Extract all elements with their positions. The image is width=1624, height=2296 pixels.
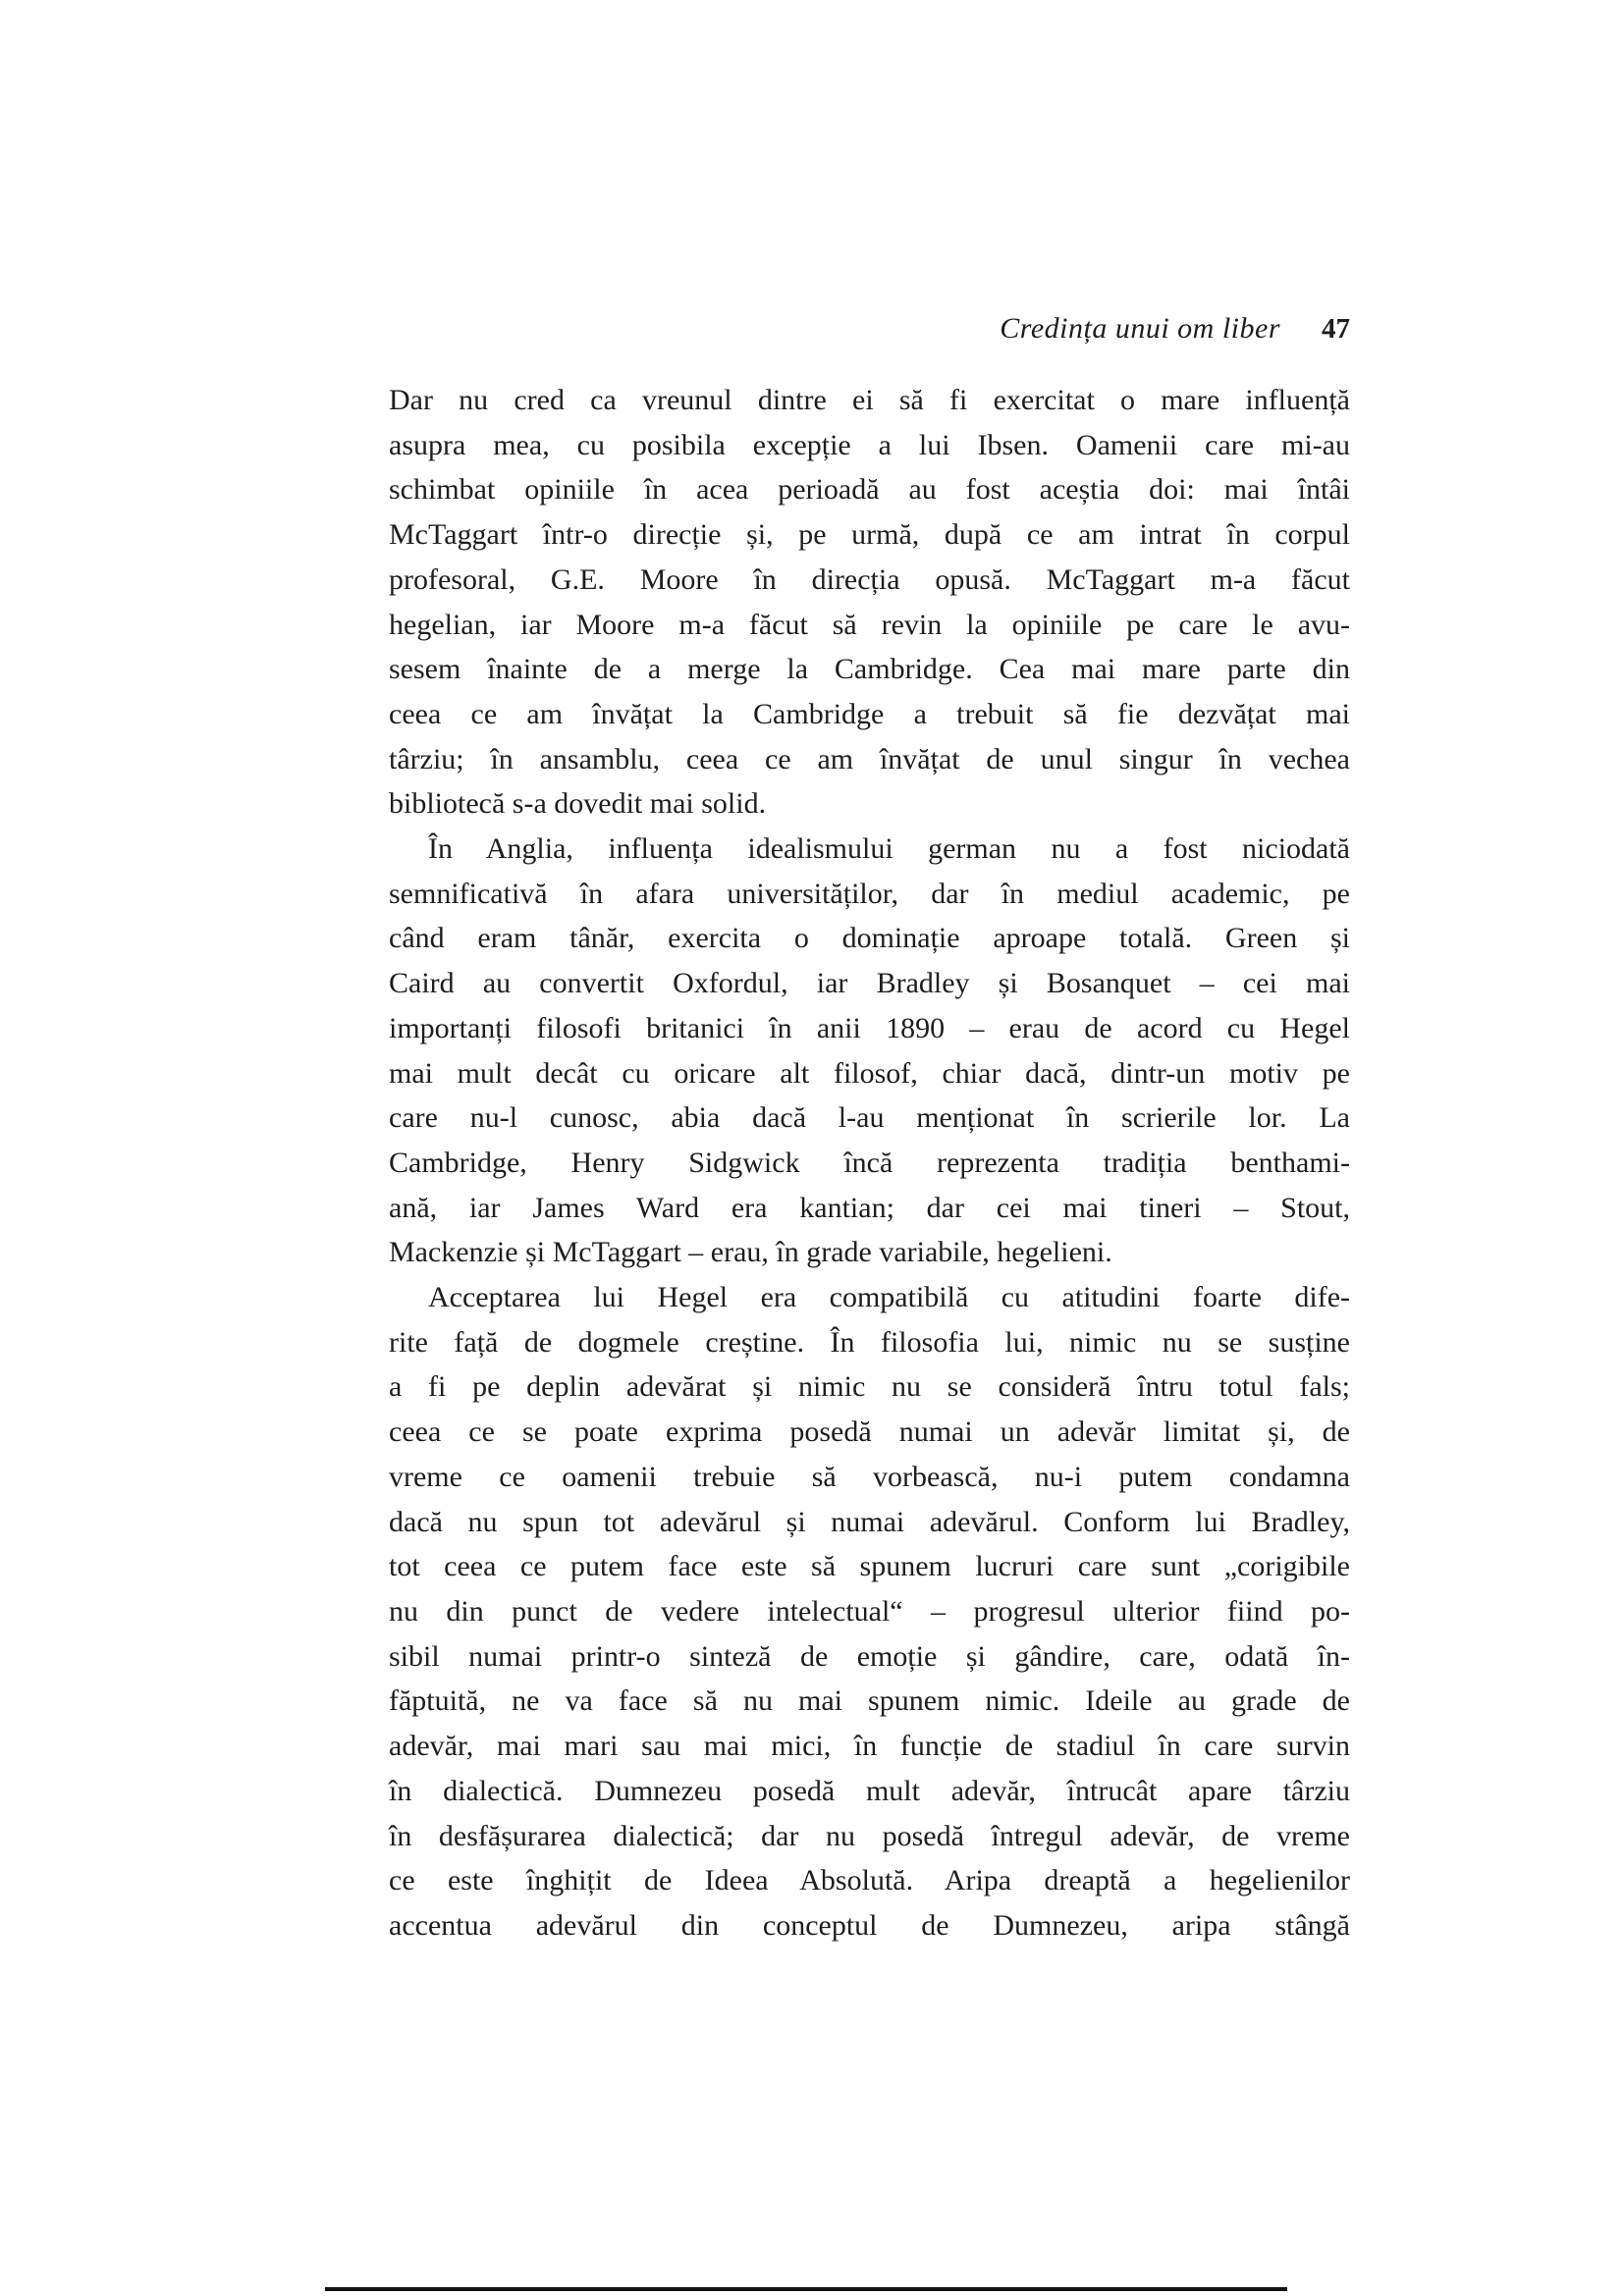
- text-line: profesoral, G.E. Moore în direcția opusă. McTaggart m-a făcut: [389, 562, 1350, 596]
- text-line: tot ceea ce putem face este să spunem lucruri care sunt „corigibile: [389, 1550, 1350, 1583]
- text-line: ce este înghițit de Ideea Absolută. Aripa dreaptă a hegelienilor: [389, 1864, 1350, 1897]
- text-line: ceea ce am învățat la Cambridge a trebuit să fie dezvățat mai: [389, 697, 1350, 730]
- paragraph: [389, 1275, 1350, 1949]
- text-line: În Anglia, influența idealismului german nu a fost niciodată: [428, 832, 1350, 866]
- text-line: în desfășurarea dialectică; dar nu posedă întregul adevăr, de vreme: [389, 1819, 1350, 1852]
- text-line: ceea ce se poate exprima posedă numai un adevăr limitat și, de: [389, 1415, 1350, 1449]
- text-line: McTaggart într-o direcție și, pe urmă, după ce am intrat în corpul: [389, 518, 1350, 552]
- text-line: hegelian, iar Moore m-a făcut să revin la opiniile pe care le avu-: [389, 608, 1350, 641]
- text-line: rite față de dogmele creștine. În filosofia lui, nimic nu se susține: [389, 1325, 1350, 1359]
- running-title: Credința unui om liber: [1000, 312, 1280, 345]
- text-line: făptuită, ne va face să nu mai spunem nimic. Ideile au grade de: [389, 1684, 1350, 1718]
- text-line: târziu; în ansamblu, ceea ce am învățat de unul singur în vechea: [389, 742, 1350, 775]
- text-line: când eram tânăr, exercita o dominație aproape totală. Green și: [389, 922, 1350, 955]
- text-line: Cambridge, Henry Sidgwick încă reprezenta tradiția benthami-: [389, 1146, 1350, 1179]
- text-line: importanți filosofi britanici în anii 1890 – erau de acord cu Hegel: [389, 1011, 1350, 1044]
- text-line: dacă nu spun tot adevărul și numai adevărul. Conform lui Bradley,: [389, 1505, 1350, 1538]
- text-line: vreme ce oamenii trebuie să vorbească, nu-i putem condamna: [389, 1460, 1350, 1493]
- text-line: în dialectică. Dumnezeu posedă mult adevăr, întrucât apare târziu: [389, 1774, 1350, 1807]
- text-line: Acceptarea lui Hegel era compatibilă cu atitudini foarte dife-: [428, 1281, 1350, 1314]
- paragraph: [389, 378, 1350, 827]
- text-line: semnificativă în afara universităților, dar în mediul academic, pe: [389, 877, 1350, 910]
- text-line: sibil numai printr-o sinteză de emoție și gândire, care, odată în-: [389, 1639, 1350, 1673]
- text-line: ană, iar James Ward era kantian; dar cei mai tineri – Stout,: [389, 1191, 1350, 1224]
- paragraph: [389, 827, 1350, 1275]
- text-line: asupra mea, cu posibila excepție a lui Ibsen. Oamenii care mi-au: [389, 428, 1350, 461]
- text-line: care nu-l cunosc, abia dacă l-au menționat în scrierile lor. La: [389, 1101, 1350, 1135]
- text-line: Dar nu cred ca vreunul dintre ei să fi exercitat o mare influență: [389, 384, 1350, 416]
- page-number: 47: [1322, 313, 1350, 345]
- body-text: [389, 378, 1350, 1949]
- text-line: schimbat opiniile în acea perioadă au fost aceștia doi: mai întâi: [389, 473, 1350, 507]
- text-line: nu din punct de vedere intelectual“ – progresul ulterior fiind po-: [389, 1594, 1350, 1628]
- text-line: bibliotecă s-a dovedit mai solid.: [389, 787, 767, 821]
- text-line: mai mult decât cu oricare alt filosof, chiar dacă, dintr-un motiv pe: [389, 1056, 1350, 1090]
- text-line: Mackenzie și McTaggart – erau, în grade variabile, hegelieni.: [389, 1236, 1112, 1269]
- text-line: a fi pe deplin adevărat și nimic nu se consideră întru totul fals;: [389, 1370, 1350, 1404]
- text-line: Caird au convertit Oxfordul, iar Bradley și Bosanquet – cei mai: [389, 967, 1350, 1000]
- page-header: [389, 312, 1350, 346]
- page-bottom-scan-line: [325, 2287, 1287, 2291]
- text-line: accentua adevărul din conceptul de Dumnezeu, aripa stângă: [389, 1908, 1350, 1942]
- text-line: sesem înainte de a merge la Cambridge. Cea mai mare parte din: [389, 653, 1350, 686]
- text-line: adevăr, mai mari sau mai mici, în funcție de stadiul în care survin: [389, 1730, 1350, 1763]
